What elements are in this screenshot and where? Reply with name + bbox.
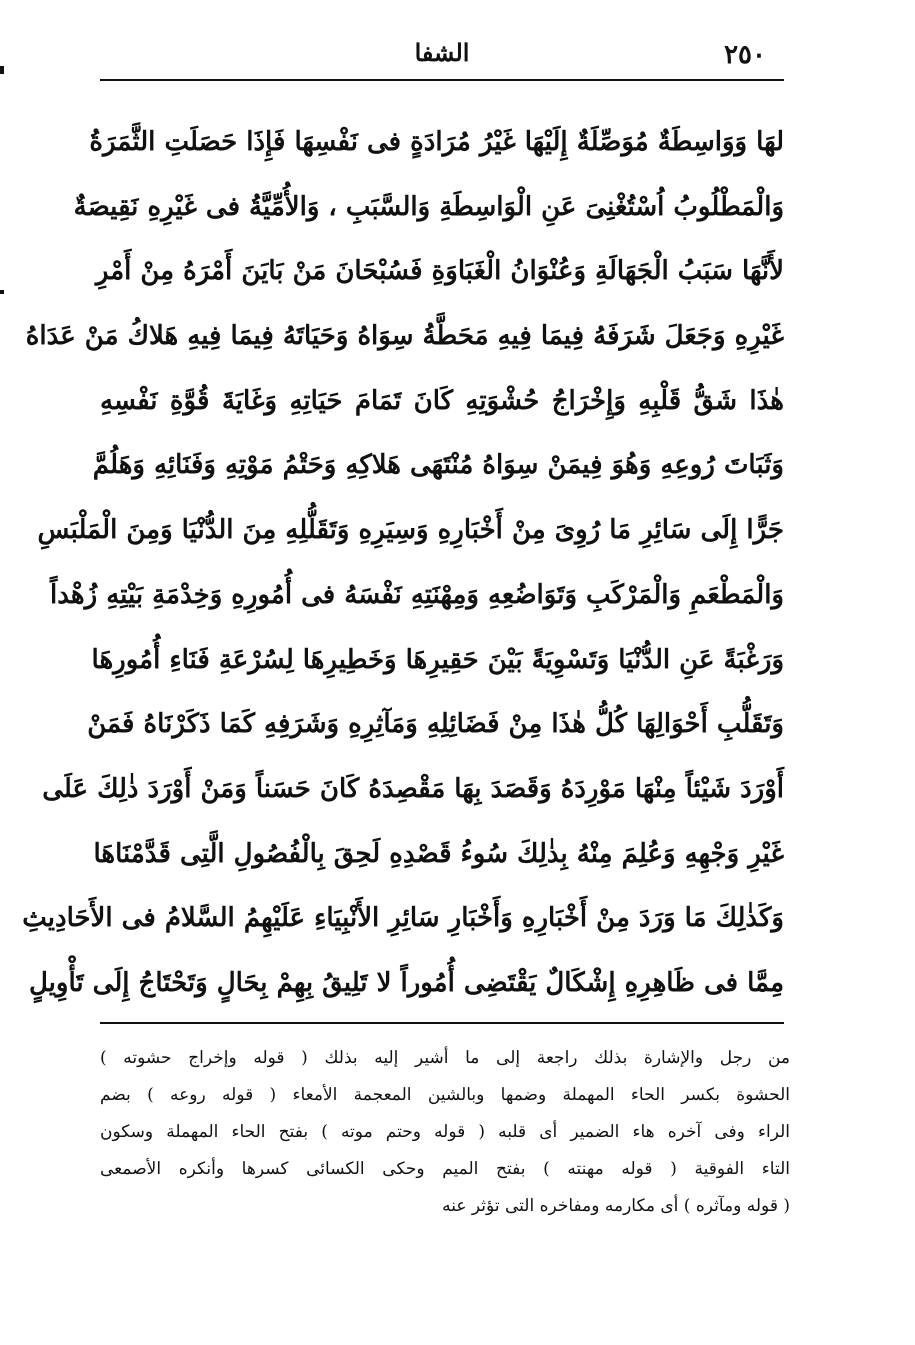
text-line: وَالْمَطْلُوبُ اُسْتُغْنِىَ عَنِ الْوَاسِطَةِ وَالسَّبَبِ ، وَالأُمِّيَّةُ فى غَيْرِهِ نَقِيصَةٌ (73, 191, 784, 222)
text-line: وَتَقَلُّبِ أَحْوَالِهَا كُلُّ هٰذَا مِنْ فَضَائِلِهِ وَمَآثِرِهِ وَشَرَفِهِ كَمَا ذَكَرْنَاهُ فَمَنْ (87, 709, 784, 740)
footnotes (100, 1040, 790, 1225)
main-text (22, 110, 784, 1016)
footnote-line: ( قوله ومآثره ) أى مكارمه ومفاخره التى تؤثر عنه (442, 1196, 790, 1216)
text-line: جَرًّا إِلَى سَائِرِ مَا رُوِىَ مِنْ أَخْبَارِهِ وَسِيَرِهِ وَتَقَلُّلِهِ مِنَ الدُّنْيَا وَمِنَ الْمَلْبَسِ (37, 515, 784, 546)
header-rule (100, 79, 784, 81)
footnote-line: التاء الفوقية ( قوله مهنته ) بفتح الميم وحكى الكسائى كسرها وأنكره الأصمعى (100, 1159, 790, 1179)
text-line: هٰذَا شَقُّ قَلْبِهِ وَإِخْرَاجُ حُشْوَتِهِ كَانَ تَمَامَ حَيَاتِهِ وَغَايَةَ قُوَّةِ نَفْسِهِ (100, 385, 784, 416)
text-line: وَثَبَاتَ رُوعِهِ وَهُوَ فِيمَنْ سِوَاهُ مُنْتَهَى هَلاكِهِ وَحَتْمُ مَوْتِهِ وَفَنَائِهِ وَهَلُمَّ (92, 450, 784, 481)
page-number: ٢٥٠ (724, 40, 766, 70)
margin-mark (0, 66, 4, 74)
text-line: وَكَذٰلِكَ مَا وَرَدَ مِنْ أَخْبَارِهِ وَأَخْبَارِ سَائِرِ الأَنْبِيَاءِ عَلَيْهِمُ السَّلامُ فى الأَحَادِيثِ (22, 903, 784, 934)
text-line: وَالْمَطْعَمِ وَالْمَرْكَبِ وَتَوَاضُعِهِ وَمِهْنَتِهِ نَفْسَهُ فى أُمُورِهِ وَخِدْمَةِ بَيْتِهِ زُهْداً (50, 579, 784, 610)
text-line: لهَا وَوَاسِطَةٌ مُوَصِّلَةٌ إِلَيْهَا غَيْرُ مُرَادَةٍ فى نَفْسِهَا فَإِذَا حَصَلَتِ الثَّمَرَةُ (89, 127, 784, 157)
text-line: غَيْرِ وَجْهِهِ وَعُلِمَ مِنْهُ بِذٰلِكَ سُوءُ قَصْدِهِ لَحِقَ بِالْفُصُولِ الَّتِى قَدَّمْنَاهَا (93, 838, 784, 869)
footnote-line: الراء وفى آخره هاء الضمير أى قلبه ( قوله وحتم موته ) بفتح الحاء المهملة وسكون (100, 1122, 790, 1142)
text-line: لأَنَّهَا سَبَبُ الْجَهَالَةِ وَعُنْوَانُ الْغَبَاوَةِ فَسُبْحَانَ مَنْ بَايَنَ أَمْرَهُ مِنْ أَمْرِ (95, 256, 784, 287)
footnote-rule (100, 1022, 784, 1024)
text-line: مِمَّا فى ظَاهِرِهِ إِشْكَالٌ يَقْتَضِى أُمُوراً لا تَلِيقُ بِهِمْ بِحَالٍ وَتَحْتَاجُ إِلَى تَأْوِيلٍ (28, 967, 784, 998)
page-header (100, 30, 784, 80)
text-line: أَوْرَدَ شَيْئاً مِنْهَا مَوْرِدَهُ وَقَصَدَ بِهَا مَقْصِدَهُ كَانَ حَسَناً وَمَنْ أَوْرَدَ ذٰلِكَ عَلَى (42, 773, 784, 804)
running-title: الشفا (414, 38, 470, 67)
footnote-line: من رجل والإشارة بذلك راجعة إلى ما أشير إليه بذلك ( قوله وإخراج حشوته ) (100, 1048, 790, 1068)
text-line: وَرَغْبَةً عَنِ الدُّنْيَا وَتَسْوِيَةً بَيْنَ حَقِيرِهَا وَخَطِيرِهَا لِسُرْعَةِ فَنَاءِ أُمُورِهَا (91, 644, 784, 675)
text-line: غَيْرِهِ وَجَعَلَ شَرَفَهُ فِيمَا فِيهِ مَحَطَّةُ سِوَاهُ وَحَيَاتَهُ فِيمَا فِيهِ هَلاكُ مَنْ عَدَاهُ (25, 321, 784, 352)
footnote-line: الحشوة بكسر الحاء المهملة وضمها وبالشين المعجمة الأمعاء ( قوله روعه ) بضم (100, 1085, 790, 1105)
margin-mark (0, 290, 4, 294)
